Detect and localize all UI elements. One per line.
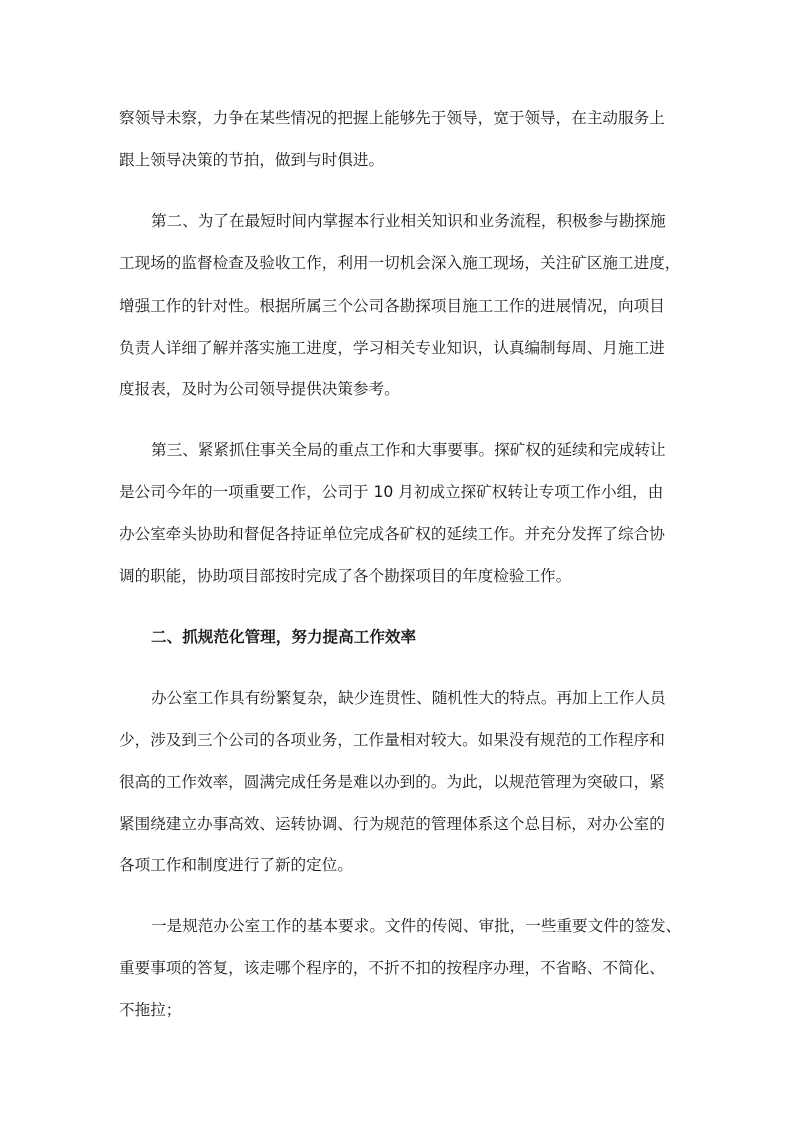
paragraph-3-line-1: 第三、紧紧抓住事关全局的重点工作和大事要事。探矿权的延续和完成转让: [151, 441, 666, 459]
paragraph-4-line-3: 很高的工作效率，圆满完成任务是难以办到的。为此，以规范管理为突破口，紧: [119, 773, 665, 791]
paragraph-2-line-3: 增强工作的针对性。根据所属三个公司各勘探项目施工工作的进展情况，向项目: [119, 297, 665, 315]
paragraph-3-line-3: 办公室牵头协助和督促各持证单位完成各矿权的延续工作。并充分发挥了综合协: [119, 525, 665, 543]
paragraph-4-line-2: 少，涉及到三个公司的各项业务，工作量相对较大。如果没有规范的工作程序和: [119, 731, 665, 749]
paragraph-2-line-1: 第二、为了在最短时间内掌握本行业相关知识和业务流程，积极参与勘探施: [151, 212, 666, 230]
paragraph-2-line-2: 工现场的监督检查及验收工作，利用一切机会深入施工现场，关注矿区施工进度，: [119, 254, 681, 272]
paragraph-2-line-4: 负责人详细了解并落实施工进度，学习相关专业知识，认真编制每周、月施工进: [119, 339, 665, 357]
paragraph-4-line-1: 办公室工作具有纷繁复杂，缺少连贯性、随机性大的特点。再加上工作人员: [151, 689, 666, 707]
paragraph-5-line-3: 不拖拉；: [119, 1001, 182, 1019]
paragraph-5-line-2: 重要事项的答复，该走哪个程序的，不折不扣的按程序办理，不省略、不简化、: [119, 959, 665, 977]
section-heading: 二、抓规范化管理，努力提高工作效率: [151, 628, 417, 646]
paragraph-4-line-4: 紧围绕建立办事高效、运转协调、行为规范的管理体系这个总目标，对办公室的: [119, 815, 665, 833]
paragraph-1-line-1: 察领导未察，力争在某些情况的把握上能够先于领导，宽于领导，在主动服务上: [119, 109, 665, 127]
paragraph-2-line-5: 度报表，及时为公司领导提供决策参考。: [119, 380, 400, 398]
paragraph-4-line-5: 各项工作和制度进行了新的定位。: [119, 856, 353, 874]
paragraph-5-line-1: 一是规范办公室工作的基本要求。文件的传阅、审批，一些重要文件的签发、: [151, 917, 682, 935]
paragraph-3-line-2: 是公司今年的一项重要工作，公司于 10 月初成立探矿权转让专项工作小组，由: [119, 483, 664, 501]
paragraph-1-line-2: 跟上领导决策的节拍，做到与时俱进。: [119, 151, 385, 169]
paragraph-3-line-4: 调的职能，协助项目部按时完成了各个勘探项目的年度检验工作。: [119, 567, 572, 585]
